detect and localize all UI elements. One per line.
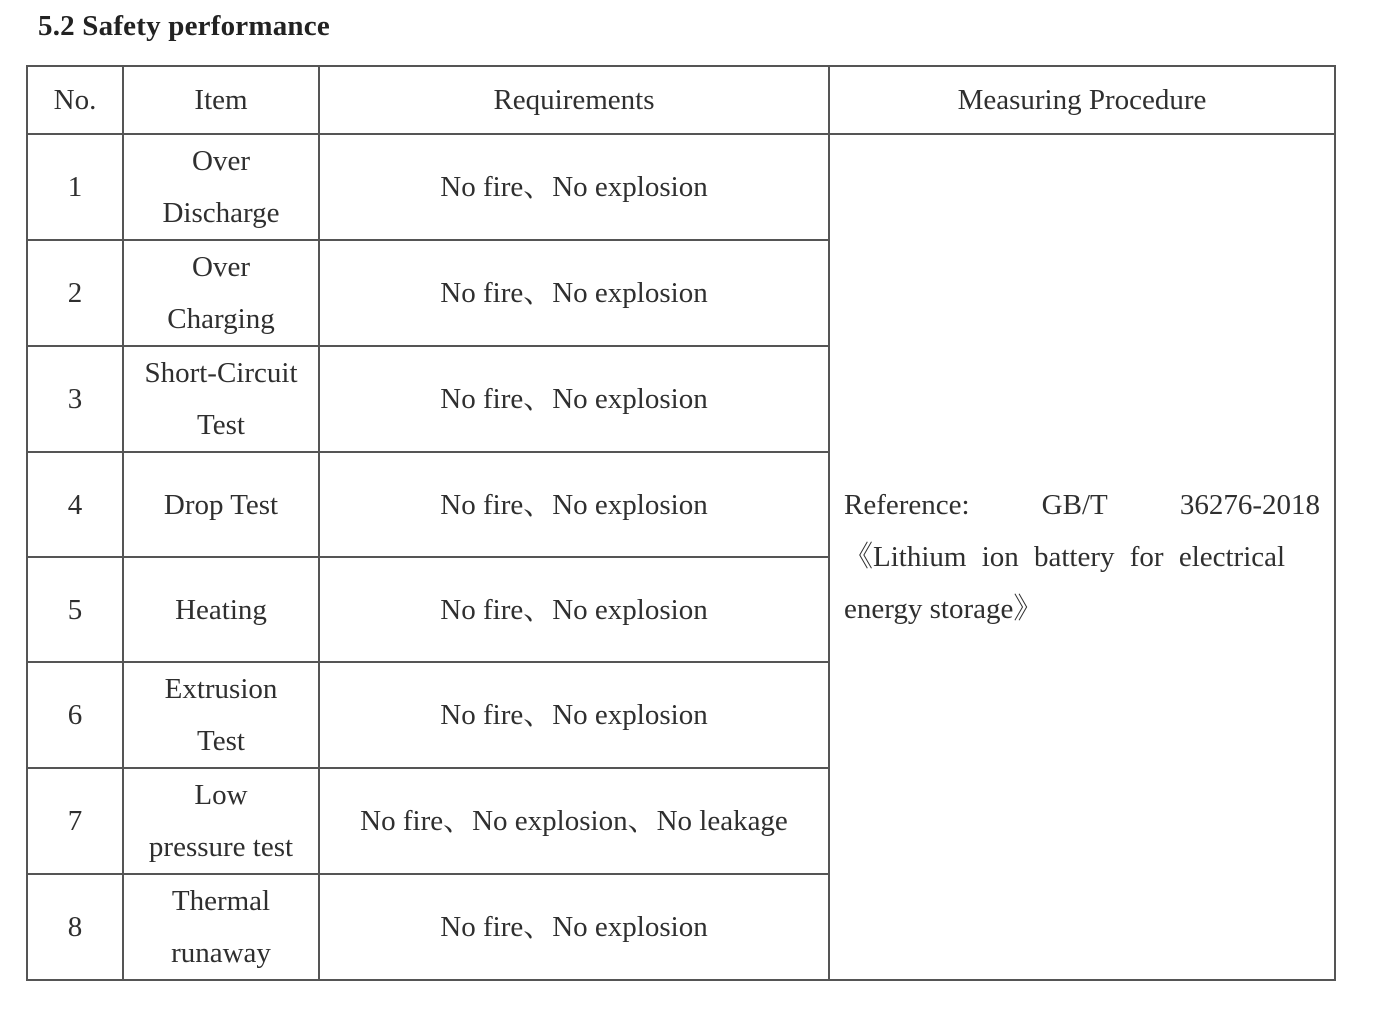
row-requirement: No fire、No explosion [319, 662, 829, 768]
row-item [123, 874, 319, 980]
item-line: Over [192, 251, 250, 283]
row-no: 4 [27, 452, 123, 557]
row-no: 1 [27, 134, 123, 240]
header-no: No. [27, 66, 123, 134]
item-line: Extrusion [164, 673, 278, 705]
procedure-line-3: energy storage》 [844, 593, 1043, 625]
procedure-word: Reference: [844, 489, 970, 521]
header-item: Item [123, 66, 319, 134]
header-measuring-procedure: Measuring Procedure [829, 66, 1335, 134]
row-item [123, 346, 319, 452]
row-item [123, 240, 319, 346]
row-requirement: No fire、No explosion [319, 134, 829, 240]
table-row [27, 134, 1335, 240]
procedure-line-2 [844, 531, 1320, 583]
row-requirement: No fire、No explosion [319, 240, 829, 346]
row-no: 2 [27, 240, 123, 346]
measuring-procedure-cell [829, 134, 1335, 980]
procedure-text: 《Lithium ion battery for electrical [844, 541, 1286, 573]
item-line: Test [197, 725, 245, 757]
row-item [123, 557, 319, 662]
row-item [123, 768, 319, 874]
row-requirement: No fire、No explosion [319, 874, 829, 980]
procedure-word: 36276-2018 [1179, 489, 1320, 521]
row-no: 7 [27, 768, 123, 874]
item-line: Low [194, 779, 248, 811]
item-line: Discharge [162, 197, 280, 229]
row-no: 5 [27, 557, 123, 662]
item-line: Test [197, 409, 245, 441]
procedure-word: GB/T [1041, 489, 1108, 521]
item-line: Thermal [171, 885, 271, 917]
row-no: 3 [27, 346, 123, 452]
row-no: 6 [27, 662, 123, 768]
row-no: 8 [27, 874, 123, 980]
item-line: Heating [175, 593, 267, 626]
safety-performance-table [26, 65, 1336, 981]
row-item [123, 452, 319, 557]
row-requirement: No fire、No explosion [319, 346, 829, 452]
item-line: runaway [171, 937, 271, 969]
item-line: Over [192, 145, 250, 177]
header-requirements: Requirements [319, 66, 829, 134]
table-header-row [27, 66, 1335, 134]
procedure-line-1 [844, 479, 1320, 531]
row-item [123, 662, 319, 768]
row-item [123, 134, 319, 240]
item-line: Drop Test [163, 488, 279, 521]
row-requirement: No fire、No explosion、No leakage [319, 768, 829, 874]
item-line: Charging [167, 303, 275, 335]
row-requirement: No fire、No explosion [319, 557, 829, 662]
row-requirement: No fire、No explosion [319, 452, 829, 557]
item-line: Short-Circuit [144, 357, 298, 389]
item-line: pressure test [148, 831, 294, 863]
section-title: 5.2 Safety performance [38, 10, 330, 42]
